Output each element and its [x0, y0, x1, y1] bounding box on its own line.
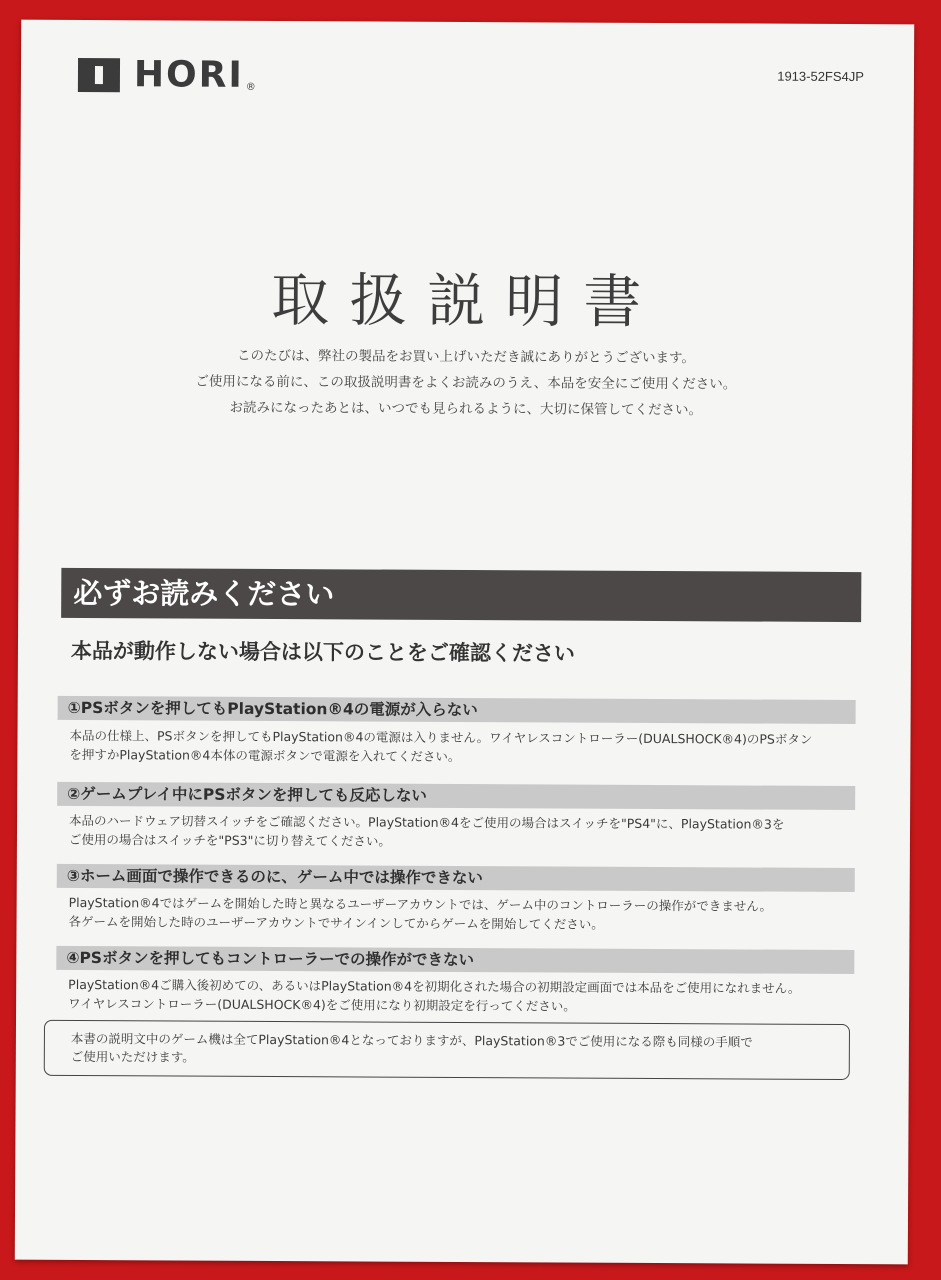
intro-text: [19, 342, 912, 425]
section-line: 本品の仕様上、PSボタンを押してもPlayStation®4の電源は入りません。ワイヤレスコントローラー(DUALSHOCK®4)のPSボタン: [69, 727, 813, 747]
section-heading: ④PSボタンを押してもコントローラーでの操作ができない: [56, 946, 854, 974]
hori-logo-mark: [78, 58, 120, 92]
section-body: [69, 726, 869, 768]
section-line: PlayStation®4ではゲームを開始した時と異なるユーザーアカウントでは、ゲーム中のコントローラーの操作ができません。: [68, 894, 773, 914]
instruction-sheet: [15, 20, 914, 1265]
section-line: を押すかPlayStation®4本体の電源ボタンで電源を入れてください。: [69, 746, 461, 764]
section-heading: ①PSボタンを押してもPlayStation®4の電源が入らない: [58, 696, 856, 724]
note-box: [44, 1020, 850, 1080]
section-heading: ②ゲームプレイ中にPSボタンを押しても反応しない: [57, 782, 855, 810]
troubleshoot-subheading: 本品が動作しない場合は以下のことをご確認ください: [70, 638, 576, 666]
section-line: ご使用の場合はスイッチを"PS3"に切り替えてください。: [68, 831, 391, 849]
note-line: ご使用いただけます。: [70, 1048, 195, 1065]
section-line: 本品のハードウェア切替スイッチをご確認ください。PlayStation®4をご使用の場合はスイッチを"PS4"に、PlayStation®3を: [69, 812, 785, 832]
section-body: [69, 811, 869, 853]
section-line: PlayStation®4ご購入後初めての、あるいはPlayStation®4を初期化された場合の初期設定画面では本品をご使用になれません。: [68, 976, 801, 996]
product-code: 1913-52FS4JP: [777, 68, 865, 85]
read-first-banner: 必ずお読みください: [61, 568, 861, 622]
section-heading: ③ホーム画面で操作できるのに、ゲーム中では操作できない: [57, 864, 855, 892]
section-line: ワイヤレスコントローラー(DUALSHOCK®4)をご使用になり初期設定を行ってください。: [68, 995, 576, 1014]
page-title: 取扱説明書: [271, 265, 662, 337]
section-line: 各ゲームを開始した時のユーザーアカウントでサインインしてからゲームを開始してください。: [68, 913, 604, 932]
note-line: 本書の説明文中のゲーム機は全てPlayStation®4となっておりますが、PlayStation®3でご使用になる際も同様の手順で: [70, 1030, 753, 1050]
brand-name: HORI: [133, 54, 244, 96]
intro-line: このたびは、弊社の製品をお買い上げいただき誠にありがとうございます。: [236, 347, 695, 367]
hori-logo: [78, 54, 256, 96]
intro-line: ご使用になる前に、この取扱説明書をよくお読みのうえ、本品を安全にご使用ください。: [195, 373, 737, 393]
section-body: [68, 893, 868, 935]
section-body: [68, 975, 868, 1017]
intro-line: お読みになったあとは、いつでも見られるように、大切に保管してください。: [229, 399, 703, 419]
registered-mark: ®: [245, 81, 256, 93]
